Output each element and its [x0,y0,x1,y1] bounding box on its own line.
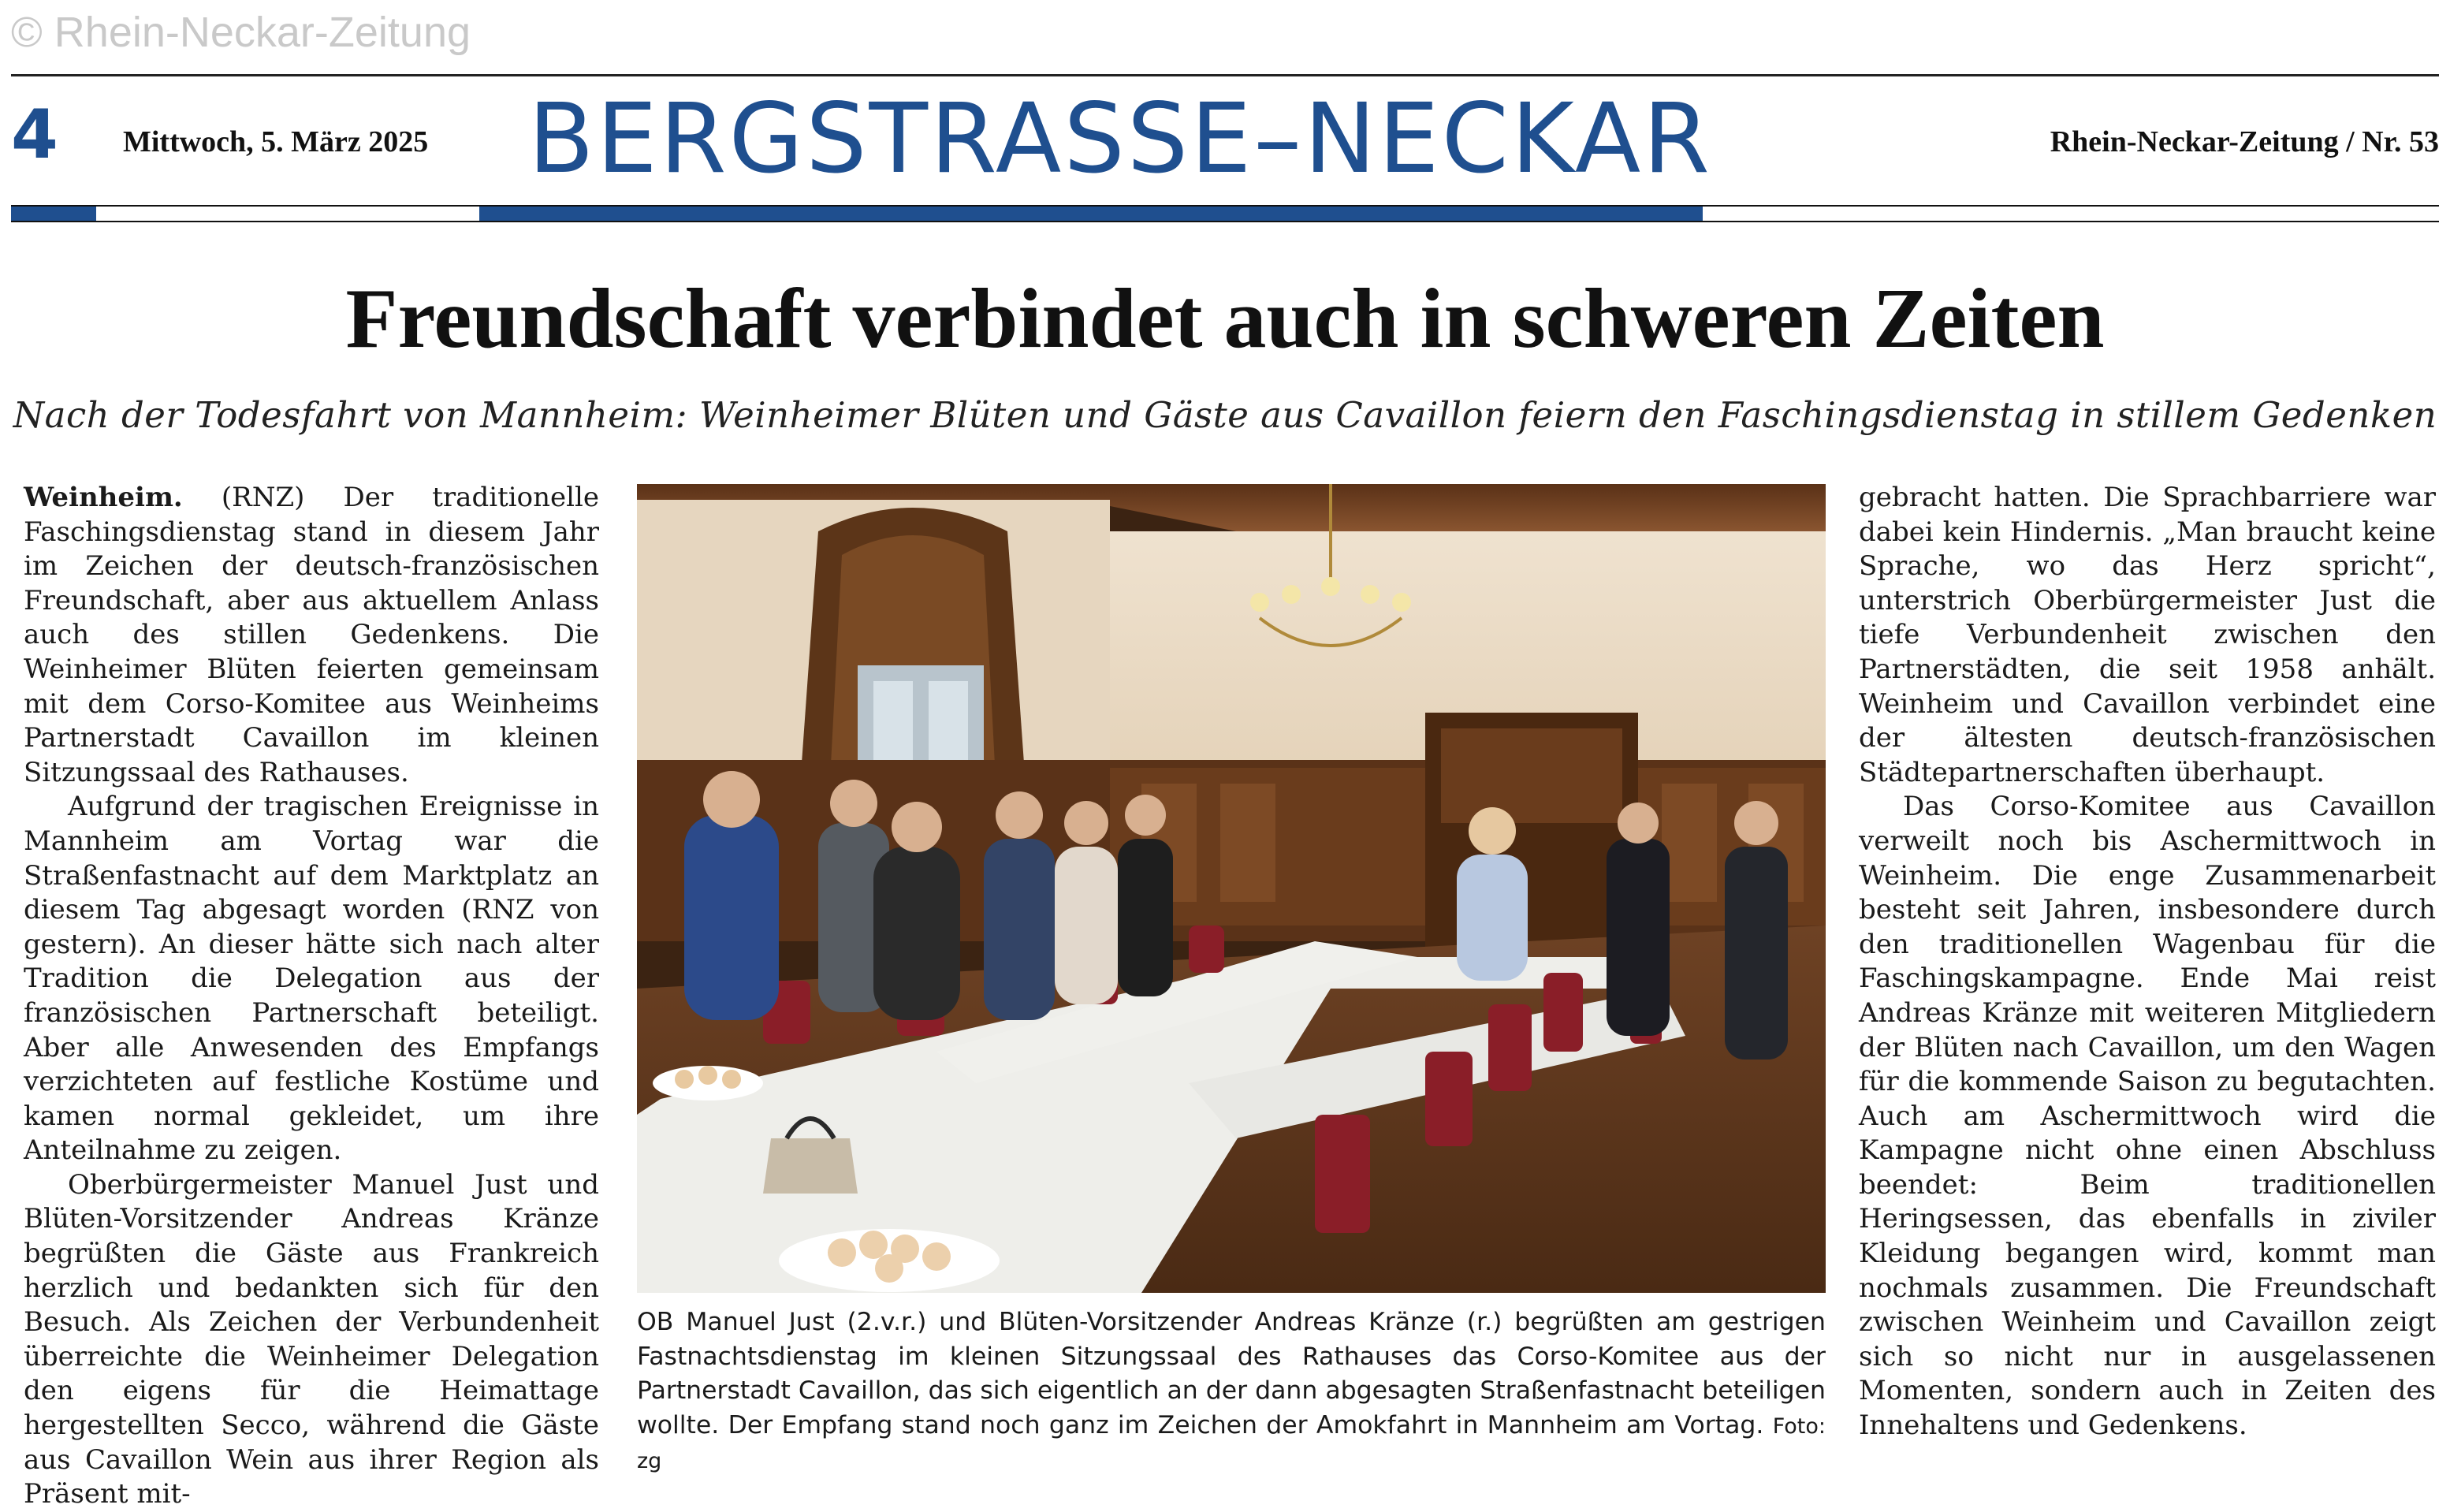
article-column-right [1859,481,2436,1443]
paragraph-4: gebracht hatten. Die Sprachbarriere war dabei kein Hindernis. „Man braucht keine Sprache, wo das Herz spricht“, unterstrich Oberbürgermeister Just die tiefe Verbundenheit zwischen den Partnerstädten, die seit 1958 anhält. Weinheim und Cavaillon verbindet eine der ältesten deutsch-französischen Städtepartnerschaften überhaupt. [1859,482,2436,788]
top-rule [11,74,2439,76]
article-headline: Freundschaft verbindet auch in schweren Zeiten [345,272,2105,366]
article-subheadline: Nach der Todesfahrt von Mannheim: Weinheimer Blüten und Gäste aus Cavaillon feiern den Faschingsdienstag in stillem Gedenken [13,394,2437,436]
photo-caption [637,1305,1826,1479]
issue-date: Mittwoch, 5. März 2025 [123,125,429,158]
band-segment-center [479,207,1703,221]
article-column-left [24,481,599,1512]
band-segment-left [11,207,96,221]
article-photo [637,484,1826,1293]
paragraph-1 [24,481,599,790]
paragraph-2: Aufgrund der tragischen Ereignisse in Mannheim am Vortag war die Straßenfastnacht auf dem Marktplatz an diesem Tag abgesagt worden (RNZ von gestern). An dieser hätte sich nach alter Tradition die Delegation aus der französischen Partnerschaft beteiligt. Aber alle Anwesenden des Empfangs verzichteten auf festliche Kostüme und kamen normal gekleidet, um ihre Anteilnahme zu zeigen. [24,791,599,1167]
page-number: 4 [11,95,58,174]
section-title: BERGSTRASSE–NECKAR [528,83,1712,195]
meeting-room-photo-illustration [637,484,1826,1293]
dateline: Weinheim. [24,482,183,513]
copyright-watermark: © Rhein-Neckar-Zeitung [11,9,471,56]
photo-credit: Foto: zg [637,1413,1826,1474]
section-color-band [11,205,2439,222]
paragraph-1-text: (RNZ) Der traditionelle Faschingsdienstag stand in diesem Jahr im Zeichen der deutsch-französischen Freundschaft, aber aus aktuellem Anlass auch des stillen Gedenkens. Die Weinheimer Blüten feierten gemeinsam mit dem Corso-Komitee aus Weinheims Partnerstadt Cavaillon im kleinen Sitzungssaal des Rathauses. [24,482,599,788]
paragraph-5: Das Corso-Komitee aus Cavaillon verweilt noch bis Aschermittwoch in Weinheim. Die enge Zusammenarbeit besteht seit Jahren, insbesondere durch den traditionellen Wagenbau für die Faschingskampagne. Ende Mai reist Andreas Kränze mit weiteren Mitgliedern der Blüten nach Cavaillon, um den Wagen für die kommende Saison zu begutachten. Auch am Aschermittwoch wird die Kampagne nicht ohne einen Abschluss beendet: Beim traditionellen Heringsessen, das ebenfalls in ziviler Kleidung begangen wird, kommt man nochmals zusammen. Die Freundschaft zwischen Weinheim und Cavaillon zeigt sich so nicht nur in ausgelassenen Momenten, sondern auch in Zeiten des Innehaltens und Gedenkens. [1859,791,2436,1442]
paragraph-3: Oberbürgermeister Manuel Just und Blüten-Vorsitzender Andreas Kränze begrüßten die Gäste aus Frankreich herzlich und bedankten sich für den Besuch. Als Zeichen der Verbundenheit überreichte die Weinheimer Delegation den eigens für die Heimattage hergestellten Secco, während die Gäste aus Cavaillon Wein aus ihrer Region als Präsent mit- [24,1168,599,1510]
caption-text: OB Manuel Just (2.v.r.) und Blüten-Vorsitzender Andreas Kränze (r.) begrüßten am gestrigen Fastnachtsdienstag im kleinen Sitzungssaal des Rathauses das Corso-Komitee aus der Partnerstadt Cavaillon, das sich eigentlich an der dann abgesagten Straßenfastnacht beteiligen wollte. Der Empfang stand noch ganz im Zeichen der Amokfahrt in Mannheim am Vortag. [637,1308,1826,1439]
issue-number: Rhein-Neckar-Zeitung / Nr. 53 [2050,125,2439,158]
